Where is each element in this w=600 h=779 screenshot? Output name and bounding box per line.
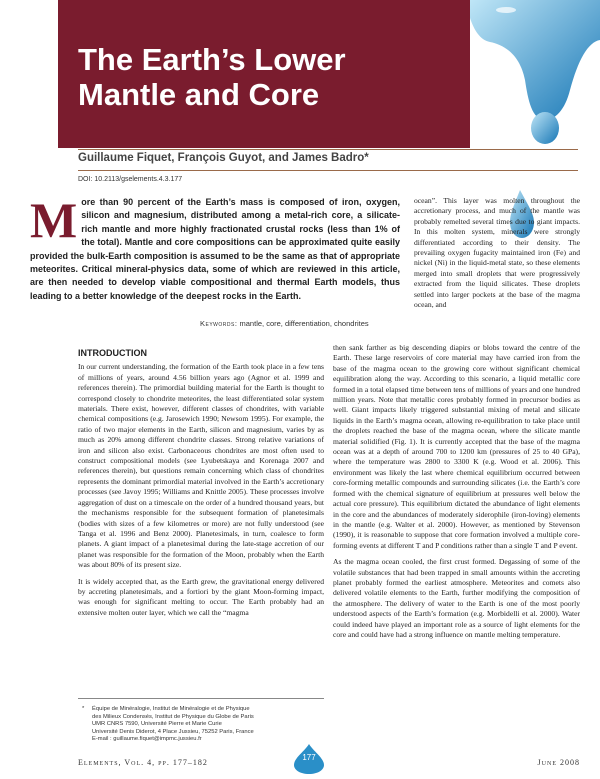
footnote-mark: *	[82, 706, 85, 712]
page-number: 177	[302, 753, 316, 762]
issue-date: June 2008	[537, 758, 580, 767]
left-column	[78, 348, 324, 624]
right-paragraph-2: As the magma ocean cooled, the first crust formed. Degassing of some of the volatile substances that had been trapped in small amounts within the accreting planet probably formed the earliest atmosphere. Meteorites and comets also delivered volatile elements to the Earth, further modifying the composition of the atmosphere. The delivery of water to the Earth is one of the most poorly understood aspects of the Earth’s formation (e.g. Morbidelli et al. 2000). Water could indeed have played an important role as a source of light elements for the core and could have had a strong influence on mantle melting temperature.	[333, 557, 580, 639]
paragraph-2: It is widely accepted that, as the Earth grew, the gravitational energy delivered by accreting planetesimals, and a fortiori by the giant Moon-forming impact, was enough for significant melting to occur. The Earth probably had an extensive molten outer layer, which we call the “magma	[78, 576, 324, 617]
footnote-rule	[78, 698, 324, 699]
title-rule	[78, 149, 578, 150]
authors: Guillaume Fiquet, François Guyot, and James Badro*	[78, 152, 369, 164]
paragraph-1: In our current understanding, the formation of the Earth took place in a few tens of millions of years, around 4.56 billion years ago (Agnor et al. 1999 and references therein). The primordial building material for the Earth is thought to correspond closely to chondrite meteorites, the least differentiated solar system materials. There exist, however, different classes of chondrites, with variable chemical compositions (e.g. Jarosewich 1990; Newsom 1995). For example, the ratio of two major elements in the Earth, silicon and magnesium, varies by as much as 20% among different chondrite classes. Strong relative variations of iron and silicon also exist. Carbonaceous chondrites are most often used to construct compositional models (see Lyubetskaya and Korenaga 2007 and references therein), but questions remain concerning which class of chondrites represents the dominant primordial material involved in the Earth’s accretionary processes (see Javoy 1995; Williams and Knittle 2005). These processes involve aggregation of dust on a timescale on the order of a hundred thousand years, but the mechanisms responsible for the subsequent formation of planetesimals (bodies with sizes of a few kilometres or more) are not fully understood (see Tanga et al. 1996 and Benz 2000). Planetesimals, in turn, coalesce to form planets. A giant impact of a planetesimal during the late-stage accretion of our planet was responsible for the formation of the Moon, probably when the Earth was about 80% of its present size.	[78, 362, 324, 570]
abstract-dropcap: M	[30, 192, 78, 248]
drop-highlight	[496, 7, 516, 13]
keywords-list: mantle, core, differentiation, chondrites	[239, 319, 369, 328]
drip-shape	[470, 0, 600, 120]
title-line-1: The Earth’s Lower	[78, 42, 346, 77]
footnote-line-1: Équipe de Minéralogie, Institut de Minéralogie et de Physique	[92, 706, 250, 712]
article-title	[78, 42, 458, 112]
title-block	[58, 0, 470, 148]
drop-large	[531, 112, 559, 144]
right-top-column	[414, 196, 580, 316]
section-title-introduction: INTRODUCTION	[78, 348, 147, 358]
footnote	[82, 706, 322, 744]
right-paragraph-1: then sank farther as big descending diapirs or blobs toward the centre of the Earth. These large reservoirs of core material may have carried iron from the base of the magma ocean to the growing core without significant chemical equilibration along the way. According to this scenario, a liquid metallic core formed in a total elapsed time between tens of millions of years and one hundred million years. Note that metallic cores probably formed in precursor bodies as well. Giant impacts likely triggered substantial mixing of metal and silicate liquids in the Earth’s magma ocean, allowing re-equilibration to take place until the droplets reached the base of the magma ocean, where the silicate mantle material solidified (Fig. 1). It is currently accepted that the base of the magma ocean was at a depth of around 700 to 1200 km (pressures of 25 to 40 GPa), where the temperature was 2800 to 3300 K (e.g. Wood et al. 2006). This environment was likely the last where chemical equilibrium occurred between core-forming metallic compounds and surrounding silicates (i.e. the Earth’s core formed with the chemical signature of equilibrium at pressures well below the actual core pressure). This equilibrium dictated the abundance of light elements in the core and the abundances of moderately siderophile (iron-loving) elements in the mantle (e.g. Walter et al. 2000). However, as mentioned by Stevenson (1990), it is reasonable to suppose that core formation involved a multiple core-forming events at different T and P conditions rather than a single T and P event.	[333, 343, 580, 550]
journal-citation: Elements, Vol. 4, pp. 177–182	[78, 758, 208, 767]
authors-rule	[78, 170, 578, 171]
footnote-line-5: E-mail : guillaume.fiquet@impmc.jussieu.fr	[92, 736, 202, 743]
abstract	[30, 192, 400, 303]
abstract-text: ore than 90 percent of the Earth’s mass is composed of iron, oxygen, silicon and magnesium, distributed among a metal-rich core, a silicate-rich mantle and more highly fractionated crustal rocks (less than 1% of the total). Mantle and core compositions can be approximated quite easily provided the bulk-Earth composition is assumed to be the same as that of appropriate meteorites. Critical mineral-physics data, some of which are reviewed in this article, are then needed to develop viable compositional and thermal Earth models, thus leading to a better knowledge of the deepest rocks in the Earth.	[30, 197, 400, 301]
page-footer	[78, 752, 580, 772]
footnote-line-3: UMR CNRS 7590, Université Pierre et Marie Curie	[92, 721, 222, 728]
right-top-paragraph: ocean”. This layer was molten throughout the accretionary process, and much of the mantle was probably remelted several times due to giant impacts. In this molten system, minerals were strongly differentiated according to their density. The prevailing oxygen fugacity maintained iron (Fe) and nickel (Ni) in the liquid-metal state, so these elements merged into small droplets that were progressively extracted from the liquid silicates. These droplets settled into larger pockets at the base of the magma ocean, and	[414, 196, 580, 310]
footnote-line-4: Université Denis Diderot, 4 Place Jussieu, 75252 Paris, France	[92, 728, 254, 735]
right-column	[333, 343, 580, 646]
title-line-2: Mantle and Core	[78, 77, 320, 112]
doi: DOI: 10.2113/gselements.4.3.177	[78, 176, 183, 183]
keywords-label: Keywords:	[200, 319, 238, 328]
footnote-line-2: des Milieux Condensés, Institut de Physique du Globe de Paris	[92, 713, 254, 720]
keywords	[200, 319, 369, 328]
page-number-drop	[290, 744, 328, 774]
